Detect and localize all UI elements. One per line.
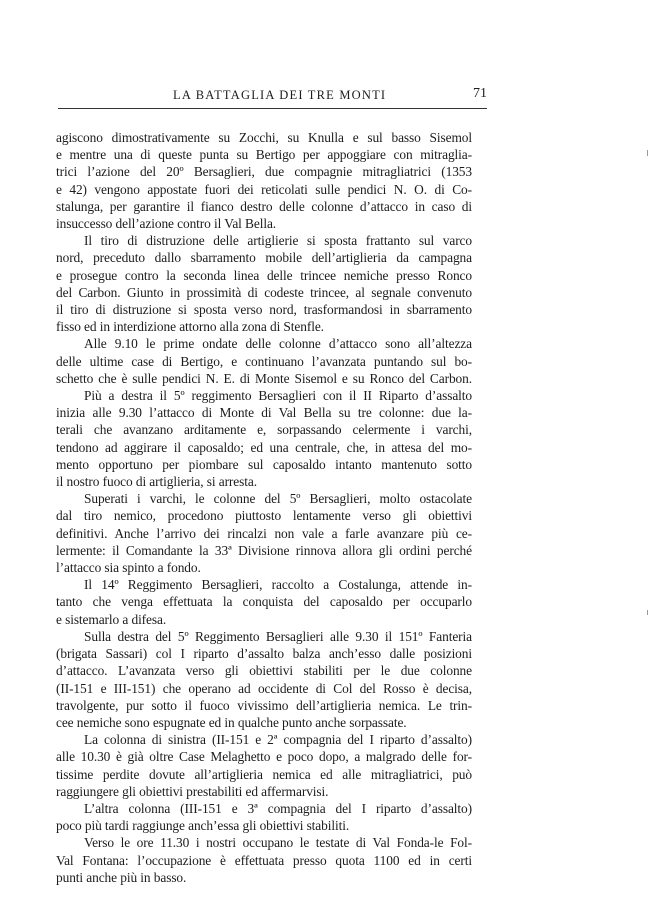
text-line: alle 10.30 è già oltre Case Melaghetto e poco dopo, a malgrado delle for- — [56, 749, 472, 765]
text-line: lermente: il Comandante la 33ª Divisione rinnova allora gli ordini perché — [56, 542, 472, 558]
text-line: Alle 9.10 le prime ondate delle colonne d’attacco sono all’altezza — [84, 336, 472, 352]
text-line: delle ultime case di Bertigo, e continuano l’avanzata puntando sul bo- — [56, 353, 472, 369]
scan-speck — [647, 610, 648, 615]
text-line: nord, preceduto dallo sbarramento mobile dell’artiglieria da campagna — [56, 250, 472, 266]
text-line: mento opportuno per piombare sul caposaldo intanto mantenuto sotto — [56, 456, 472, 472]
text-line: Sulla destra del 5º Reggimento Bersaglieri alle 9.30 il 151º Fanteria — [84, 628, 472, 644]
text-line: il nostro fuoco di artiglieria, si arresta. — [56, 474, 257, 490]
text-line: tendono ad aggirare il caposaldo; ed una centrale, che, in attesa del mo- — [56, 439, 472, 455]
text-line: e prosegue contro la seconda linea delle trincee nemiche presso Ronco — [56, 267, 472, 283]
text-line: Il tiro di distruzione delle artiglierie si sposta frattanto sul varco — [84, 233, 472, 249]
text-line: travolgente, pur sotto il fuoco vivissimo dell’artiglieria nemica. Le trin- — [56, 697, 472, 713]
text-line: Val Fontana: l’occupazione è effettuata presso quota 1100 ed in certi — [56, 852, 472, 868]
page-header — [58, 88, 487, 109]
text-line: poco più tardi raggiunge anch’essa gli obiettivi stabiliti. — [56, 818, 350, 834]
text-line: cee nemiche sono espugnate ed in qualche punto anche sorpassate. — [56, 714, 407, 730]
page-number: 71 — [473, 86, 487, 101]
text-line: e sistemarlo a difesa. — [56, 611, 167, 627]
text-line: insuccesso dell’azione contro il Val Bella. — [56, 216, 277, 232]
text-line: tissime perdite dovute all’artiglieria nemica ed alle mitragliatrici, può — [56, 766, 472, 782]
text-line: L’altra colonna (III-151 e 3ª compagnia del I riparto d’assalto) — [84, 800, 472, 816]
text-line: Più a destra il 5º reggimento Bersaglieri con il II Riparto d’assalto — [84, 388, 472, 404]
text-line: inizia alle 9.30 l’attacco di Monte di Val Bella su tre colonne: due la- — [56, 405, 472, 421]
text-line: il tiro di distruzione si sposta verso nord, trasformandosi in sbarramento — [56, 302, 472, 318]
text-line: schetto che è sulle pendici N. E. di Monte Sisemol e su Ronco del Carbon. — [56, 370, 472, 386]
running-head: LA BATTAGLIA DEI TRE MONTI — [173, 88, 387, 102]
text-line: (II-151 e III-151) che operano ad occidente di Col del Rosso è decisa, — [56, 680, 472, 696]
text-line: definitivi. Anche l’arrivo dei rincalzi non vale a farle avanzare più ce- — [56, 525, 472, 541]
text-line: tanto che venga effettuata la conquista del caposaldo per occuparlo — [56, 594, 472, 610]
text-line: dal tiro nemico, procedono piuttosto lentamente verso gli obiettivi — [56, 508, 472, 524]
text-line: (brigata Sassari) col I riparto d’assalto balza anch’esso dalle posizioni — [56, 646, 472, 662]
text-line: Il 14º Reggimento Bersaglieri, raccolto a Costalunga, attende in- — [84, 577, 472, 593]
text-line: d’attacco. L’avanzata verso gli obiettivi stabiliti per le due colonne — [56, 663, 472, 679]
text-line: l’attacco sia spinto a fondo. — [56, 560, 201, 576]
text-line: agiscono dimostrativamente su Zocchi, su Knulla e sul basso Sisemol — [56, 130, 472, 145]
text-line: Verso le ore 11.30 i nostri occupano le testate di Val Fonda-le Fol- — [84, 835, 472, 851]
text-line: trici l’azione del 20º Bersaglieri, due compagnie mitragliatrici (1353 — [56, 164, 472, 180]
text-line: e mentre una di queste punta su Bertigo per appoggiare con mitraglia- — [56, 147, 472, 163]
text-line: del Carbon. Giunto in prossimità di codeste trincee, al segnale convenuto — [56, 284, 472, 300]
scan-speck — [647, 150, 648, 156]
text-line: Superati i varchi, le colonne del 5º Bersaglieri, molto ostacolate — [84, 491, 472, 507]
text-line: raggiungere gli obiettivi prestabiliti ed affermarvisi. — [56, 783, 329, 799]
text-line: stalunga, per garantire il fianco destro delle colonne d’attacco in caso di — [56, 198, 472, 214]
text-line: e 42) vengono appostate fuori dei reticolati sulle pendici N. O. di Co- — [56, 181, 472, 197]
body-text — [56, 129, 472, 886]
text-line: punti anche più in basso. — [56, 869, 187, 885]
text-line: La colonna di sinistra (II-151 e 2ª compagnia del I riparto d’assalto) — [84, 732, 472, 748]
text-line: fisso ed in interdizione attorno alla zona di Stenfle. — [56, 319, 324, 335]
text-line: terali che avanzano arditamente e, sorpassando celermente i varchi, — [56, 422, 472, 438]
